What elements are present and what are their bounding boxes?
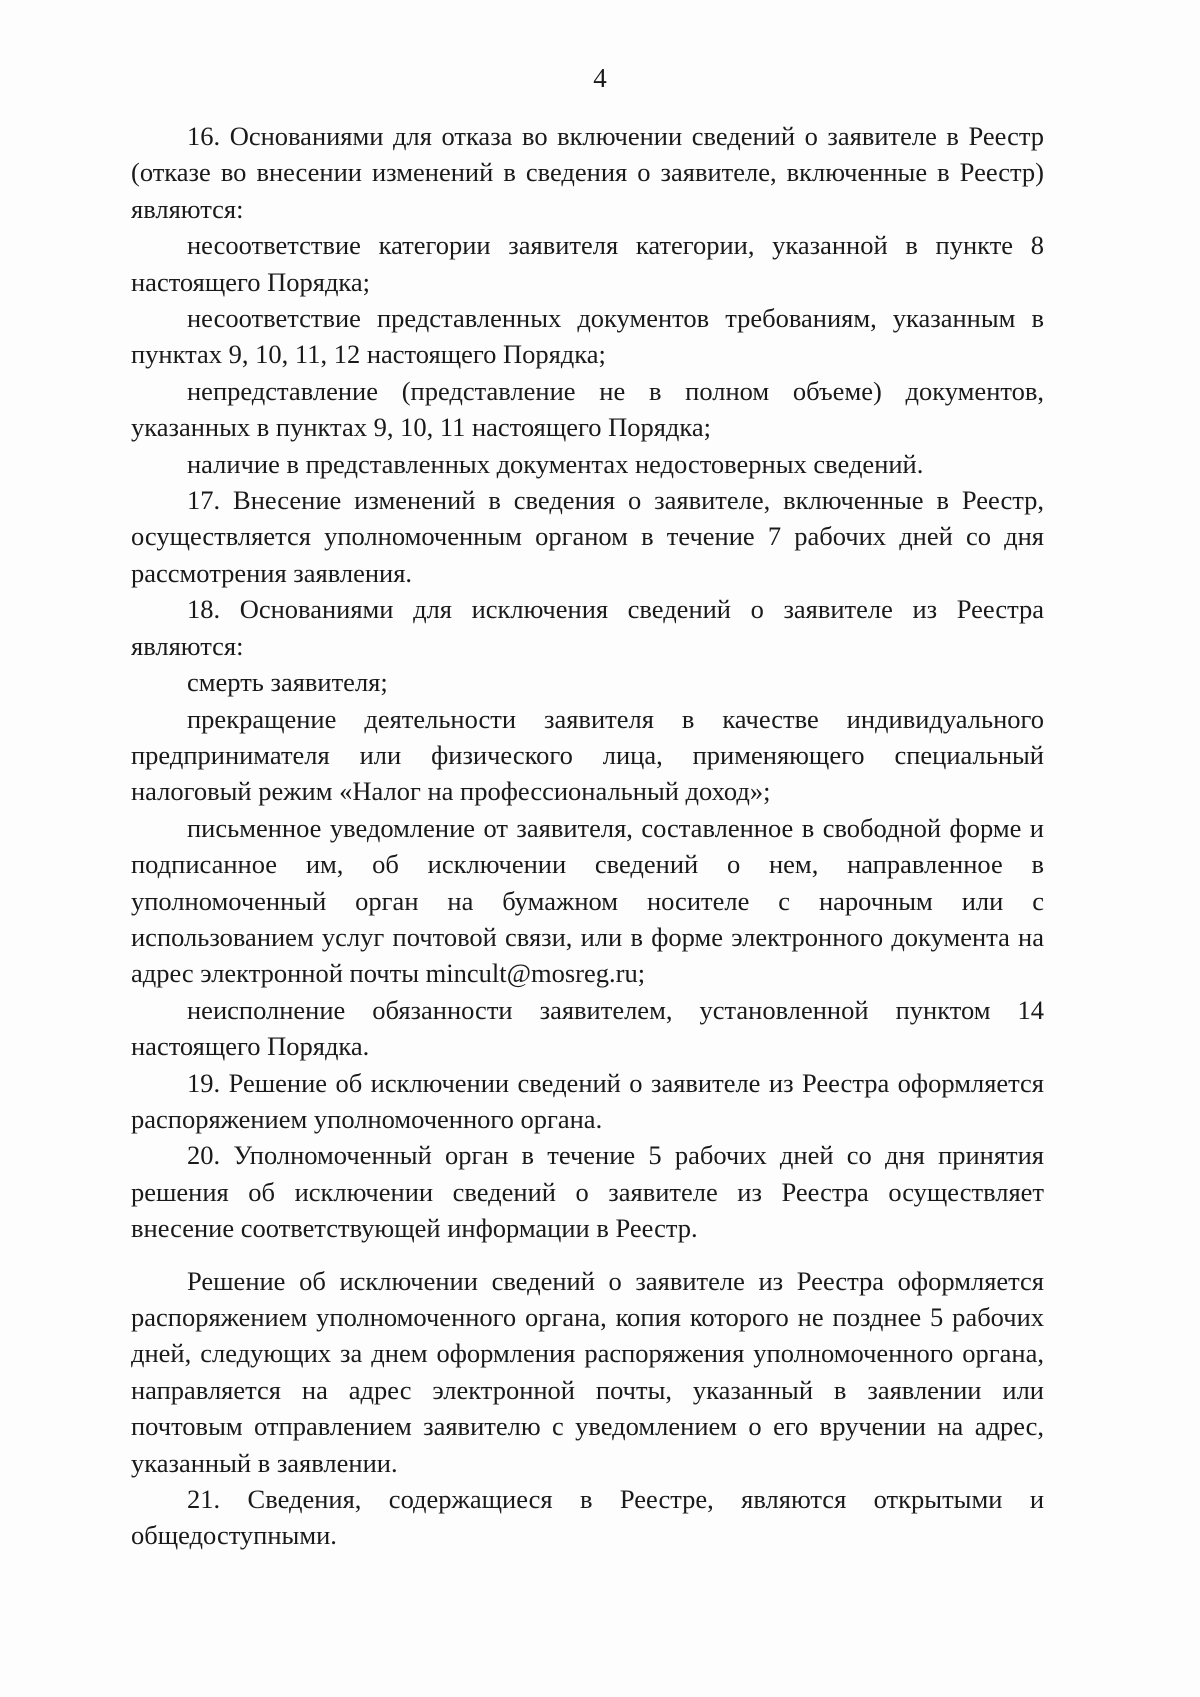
paragraph-16-item-category: несоответствие категории заявителя категории, указанной в пункте 8 настоящего Порядка; [131,230,1044,297]
paragraph-20-decision: Решение об исключении сведений о заявителе из Реестра оформляется распоряжением уполномоченного органа, копия которого не позднее 5 рабочих дней, следующих за днем оформления распоряжения уполномоченного органа, направляется на адрес электронной почты, указанный в заявлении или почтовым отправлением заявителю с уведомлением о его вручении на адрес, указанный в заявлении. [131,1265,1044,1478]
paragraph-16-item-false-info: наличие в представленных документах недостоверных сведений. [187,448,924,479]
paragraph-16-item-documents-missing: непредставление (представление не в полном объеме) документов, указанных в пунктах 9, 10, 11 настоящего Порядка; [131,375,1044,443]
paragraph-21: 21. Сведения, содержащиеся в Реестре, являются открытыми и общедоступными. [131,1484,1044,1551]
paragraph-18-item-termination: прекращение деятельности заявителя в качестве индивидуального предпринимателя или физического лица, применяющего специальный налоговый режим «Налог на профессиональный доход»; [131,703,1044,807]
paragraph-18-item-written-notice: письменное уведомление от заявителя, составленное в свободной форме и подписанное им, об исключении сведений о нем, направленное в уполномоченный орган на бумажном носителе с нарочным или с использованием услуг почтовой связи, или в форме электронного документа на адрес электронной почты mincult@mosreg.ru; [131,812,1044,989]
paragraph-17: 17. Внесение изменений в сведения о заявителе, включенные в Реестр, осуществляется уполномоченным органом в течение 7 рабочих дней со дня рассмотрения заявления. [131,485,1044,588]
paragraph-18: 18. Основаниями для исключения сведений о заявителе из Реестра являются: [131,594,1044,661]
paragraph-18-item-non-fulfillment: неисполнение обязанности заявителем, установленной пунктом 14 настоящего Порядка. [131,994,1044,1062]
page-number: 4 [593,63,607,93]
paragraph-19: 19. Решение об исключении сведений о заявителе из Реестра оформляется распоряжением уполномоченного органа. [131,1067,1044,1134]
paragraph-16: 16. Основаниями для отказа во включении сведений о заявителе в Реестр (отказе во внесении изменений в сведения о заявителе, включенные в Реестр) являются: [131,121,1044,224]
paragraph-16-item-documents-mismatch: несоответствие представленных документов требованиям, указанным в пунктах 9, 10, 11, 12 настоящего Порядка; [131,303,1044,370]
document-body [131,118,1044,1554]
paragraph-20: 20. Уполномоченный орган в течение 5 рабочих дней со дня принятия решения об исключении сведений о заявителе из Реестра осуществляет внесение соответствующей информации в Реестр. [131,1140,1044,1244]
paragraph-18-item-death: смерть заявителя; [187,667,388,698]
